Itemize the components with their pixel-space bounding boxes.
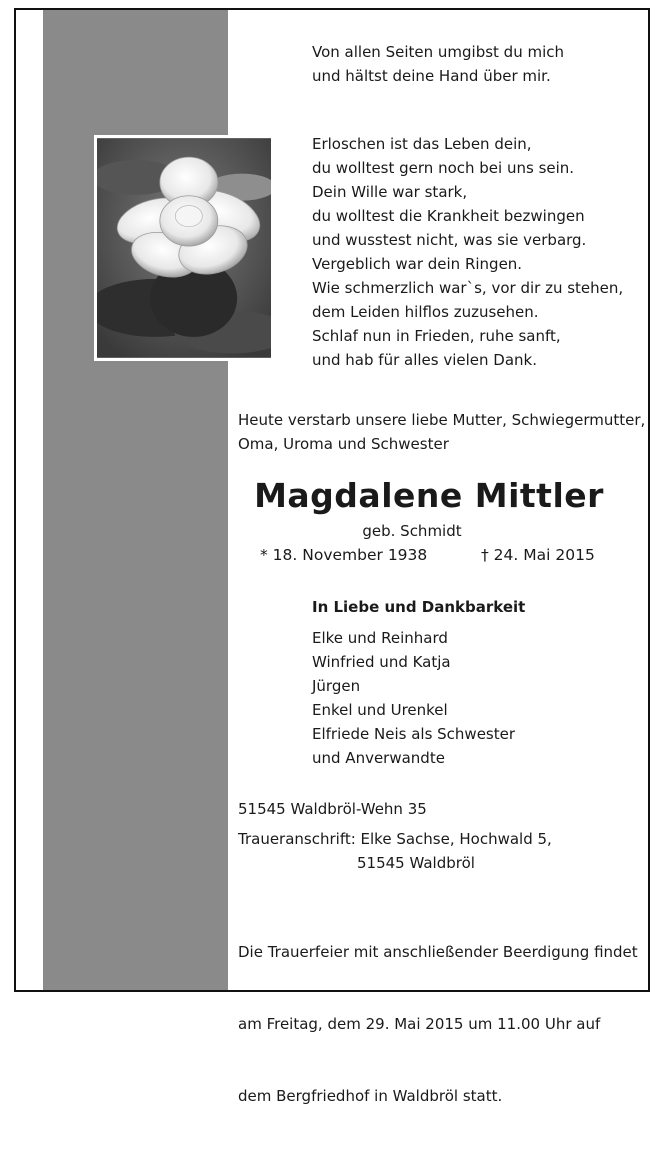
- funeral-details-line: dem Bergfriedhof in Waldbröl statt.: [238, 1087, 503, 1105]
- gardenia-flower-photo: [94, 135, 274, 361]
- funeral-details: [238, 892, 638, 1156]
- poem: Erloschen ist das Leben dein, du wolltest gern noch bei uns sein. Dein Wille war stark, du wolltest die Krankheit bezwingen und wusstest nicht, was sie verbarg. Vergeblich war dein Ringen. Wie schmerzlich war`s, vor dir zu stehen, dem Leiden hilflos zuzusehen. Schlaf nun in Frieden, ruhe sanft, und hab für alles vielen Dank.: [312, 135, 624, 369]
- maiden-name: geb. Schmidt: [362, 522, 462, 540]
- birth-date: * 18. November 1938: [260, 546, 428, 564]
- residence-address: 51545 Waldbröl-Wehn 35: [238, 800, 427, 818]
- announcement-text: Heute verstarb unsere liebe Mutter, Schwiegermutter, Oma, Uroma und Schwester: [238, 411, 646, 453]
- mourners-list: Elke und Reinhard Winfried und Katja Jürgen Enkel und Urenkel Elfriede Neis als Schwester und Anverwandte: [312, 629, 516, 767]
- death-date: † 24. Mai 2015: [481, 546, 595, 564]
- mourning-address-line1: Traueranschrift: Elke Sachse, Hochwald 5,: [238, 830, 552, 848]
- funeral-details-line: am Freitag, dem 29. Mai 2015 um 11.00 Uhr auf: [238, 1015, 601, 1033]
- mourners-heading: In Liebe und Dankbarkeit: [312, 598, 526, 616]
- flower-image-icon: [97, 138, 271, 358]
- bible-motto: Von allen Seiten umgibst du mich und hältst deine Hand über mir.: [312, 43, 565, 85]
- mourning-address-line2: 51545 Waldbröl: [357, 854, 475, 872]
- deceased-name: Magdalene Mittler: [254, 476, 604, 515]
- funeral-details-line: Die Trauerfeier mit anschließender Beerdigung findet: [238, 943, 638, 961]
- obituary-frame: [14, 8, 650, 1105]
